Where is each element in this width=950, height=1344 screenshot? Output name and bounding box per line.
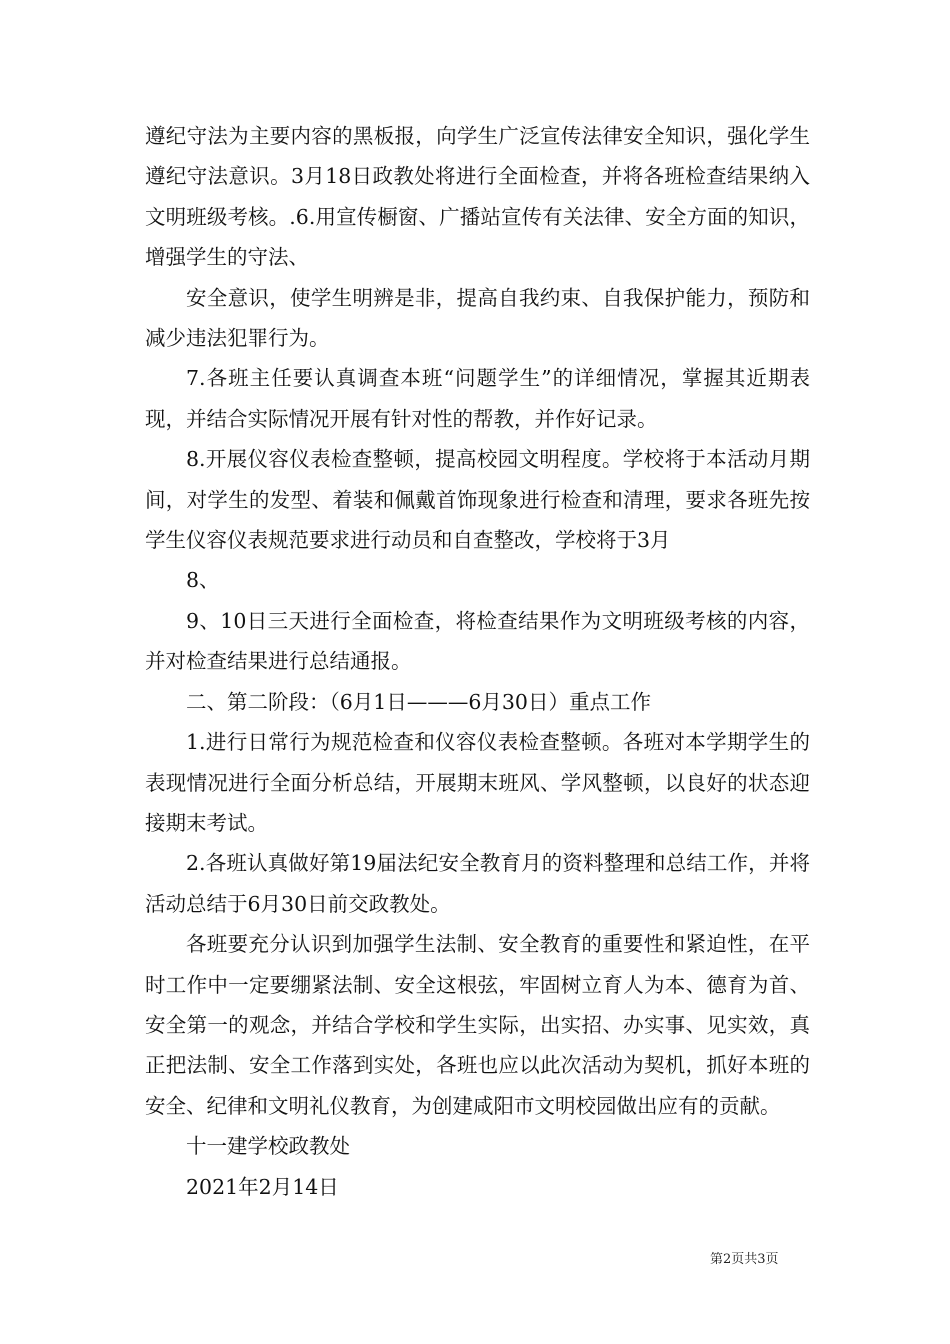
document-body bbox=[145, 116, 810, 1207]
signature-date: 2021年2月14日 bbox=[186, 1174, 339, 1199]
paragraph: 安全意识，使学生明辨是非，提高自我约束、自我保护能力，预防和减少违法犯罪行为。 bbox=[145, 285, 810, 351]
paragraph: 7.各班主任要认真调查本班“问题学生”的详细情况，掌握其近期表现，并结合实际情况开展有针对性的帮教，并作好记录。 bbox=[145, 366, 810, 431]
signature-organization: 十一建学校政教处 bbox=[186, 1134, 350, 1159]
paragraph: 8.开展仪容仪表检查整顿，提高校园文明程度。学校将于本活动月期间，对学生的发型、着装和佩戴首饰现象进行检查和清理，要求各班先按学生仪容仪表规范要求进行动员和自查整改，学校将于3月 bbox=[145, 447, 810, 553]
paragraph: 各班要充分认识到加强学生法制、安全教育的重要性和紧迫性，在平时工作中一定要绷紧法制、安全这根弦，牢固树立育人为本、德育为首、安全第一的观念，并结合学校和学生实际，出实招、办实事、见实效，真正把法制、安全工作落到实处，各班也应以此次活动为契机，抓好本班的安全、纪律和文明礼仪教育，为创建咸阳市文明校园做出应有的贡献。 bbox=[145, 932, 810, 1118]
paragraph: 1.进行日常行为规范检查和仪容仪表检查整顿。各班对本学期学生的表现情况进行全面分析总结，开展期末班风、学风整顿，以良好的状态迎接期末考试。 bbox=[145, 730, 810, 835]
paragraph: 遵纪守法为主要内容的黑板报，向学生广泛宣传法律安全知识，强化学生遵纪守法意识。3月18日政教处将进行全面检查，并将各班检查结果纳入文明班级考核。.6.用宣传橱窗、广播站宣传有关法律、安全方面的知识，增强学生的守法、 bbox=[145, 124, 810, 270]
section-heading: 二、第二阶段：（6月1日———6月30日）重点工作 bbox=[186, 689, 651, 714]
paragraph: 2.各班认真做好第19届法纪安全教育月的资料整理和总结工作，并将活动总结于6月30日前交政教处。 bbox=[145, 851, 810, 916]
page-number: 第2页共3页 bbox=[710, 1252, 779, 1267]
paragraph: 8、 bbox=[186, 568, 220, 593]
paragraph: 9、10日三天进行全面检查，将检查结果作为文明班级考核的内容，并对检查结果进行总结通报。 bbox=[145, 608, 810, 674]
